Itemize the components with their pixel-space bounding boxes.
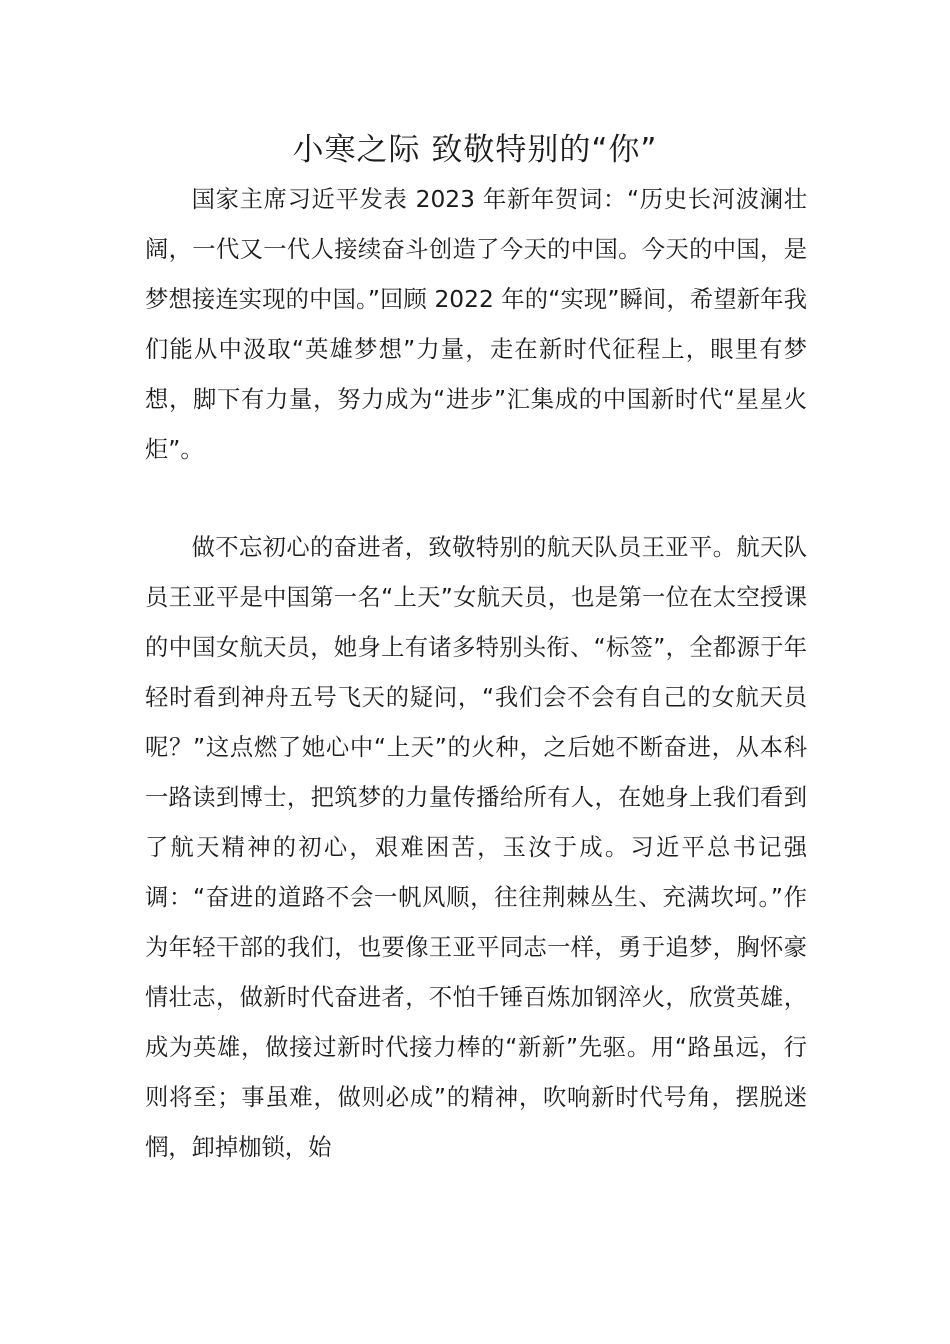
paragraph-wang-yaping: 做不忘初心的奋进者，致敬特别的航天队员王亚平。航天队员王亚平是中国第一名“上天”女航天员，也是第一位在太空授课的中国女航天员，她身上有诸多特别头衔、“标签”，全都源于年轻时看到神舟五号飞天的疑问，“我们会不会有自己的女航天员呢？”这点燃了她心中“上天”的火种，之后她不断奋进，从本科一路读到博士，把筑梦的力量传播给所有人，在她身上我们看到了航天精神的初心，艰难困苦，玉汝于成。习近平总书记强调：“奋进的道路不会一帆风顺，往往荆棘丛生、充满坎坷。”作为年轻干部的我们，也要像王亚平同志一样，勇于追梦，胸怀豪情壮志，做新时代奋进者，不怕千锤百炼加钢淬火，欣赏英雄，成为英雄，做接过新时代接力棒的“新新”先驱。用“路虽远，行则将至；事虽难，做则必成”的精神，吹响新时代号角，摆脱迷惘，卸掉枷锁，始 [145, 534, 807, 1161]
paragraph-intro: 国家主席习近平发表 2023 年新年贺词：“历史长河波澜壮阔，一代又一代人接续奋斗创造了今天的中国。今天的中国，是梦想接连实现的中国。”回顾 2022 年的“实现”瞬间，希望新年我们能从中汲取“英雄梦想”力量，走在新时代征程上，眼里有梦想，脚下有力量，努力成为“进步”汇集成的中国新时代“星星火炬”。 [145, 186, 807, 463]
document-title: 小寒之际 致敬特别的“你” [292, 132, 658, 168]
